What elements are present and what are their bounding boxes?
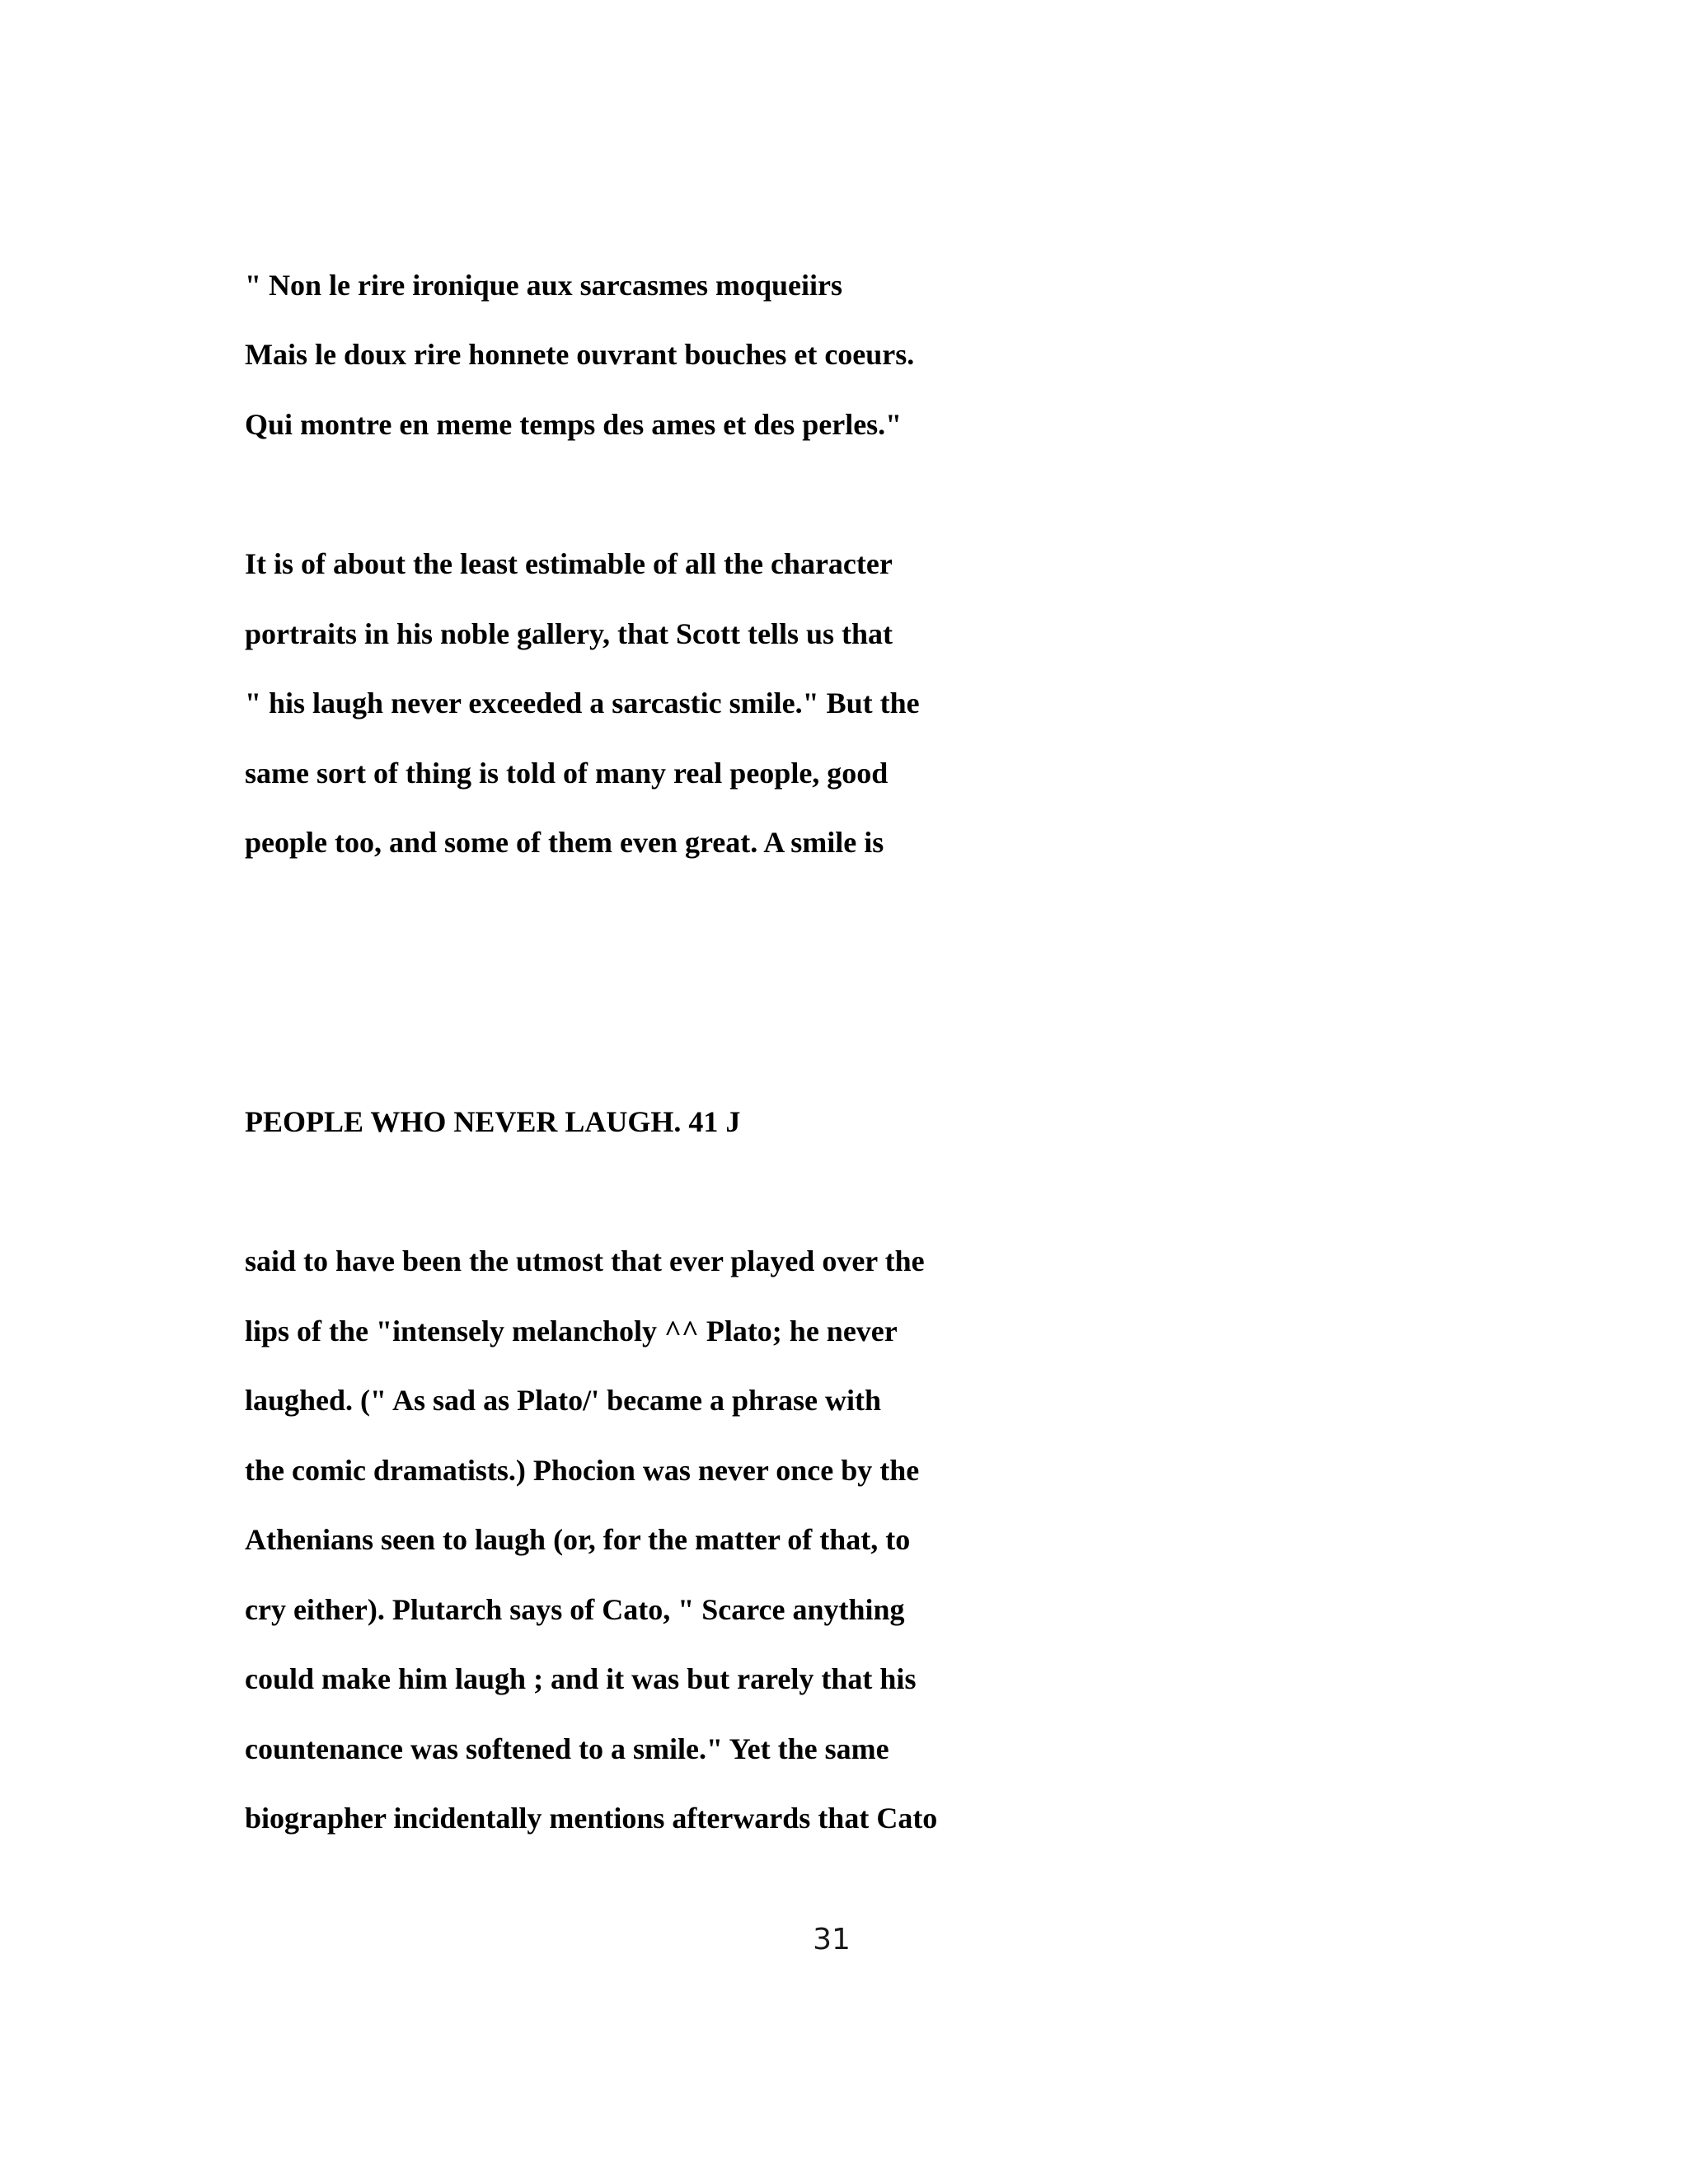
paragraph2-line-4: the comic dramatists.) Phocion was never once by the — [245, 1454, 920, 1487]
verse-line-2: Mais le doux rire honnete ouvrant bouches et coeurs. — [245, 338, 915, 371]
paragraph1-line-4: same sort of thing is told of many real people, good — [245, 757, 889, 790]
paragraph2-line-7: could make him laugh ; and it was but rarely that his — [245, 1662, 917, 1695]
paragraph2-line-2: lips of the "intensely melancholy ^^ Plato; he never — [245, 1315, 898, 1347]
paragraph2-line-5: Athenians seen to laugh (or, for the matter of that, to — [245, 1523, 911, 1556]
paragraph2-line-1: said to have been the utmost that ever played over the — [245, 1244, 925, 1277]
running-head: PEOPLE WHO NEVER LAUGH. 41 J — [245, 1105, 741, 1138]
paragraph2-line-9: biographer incidentally mentions afterwards that Cato — [245, 1802, 938, 1835]
paragraph1-line-5: people too, and some of them even great. A smile is — [245, 826, 884, 859]
verse-line-1: " Non le rire ironique aux sarcasmes moqueiirs — [245, 269, 842, 302]
verse-line-3: Qui montre en meme temps des ames et des perles." — [245, 408, 903, 441]
paragraph1-line-2: portraits in his noble gallery, that Scott tells us that — [245, 617, 893, 650]
paragraph2-line-3: laughed. (" As sad as Plato/' became a phrase with — [245, 1384, 882, 1417]
paragraph1-line-3: " his laugh never exceeded a sarcastic smile." But the — [245, 687, 920, 719]
paragraph2-line-8: countenance was softened to a smile." Yet the same — [245, 1732, 889, 1765]
paragraph1-line-1: It is of about the least estimable of all the character — [245, 547, 893, 580]
paragraph2-line-6: cry either). Plutarch says of Cato, " Scarce anything — [245, 1593, 905, 1626]
page-number: 31 — [813, 1923, 851, 1957]
